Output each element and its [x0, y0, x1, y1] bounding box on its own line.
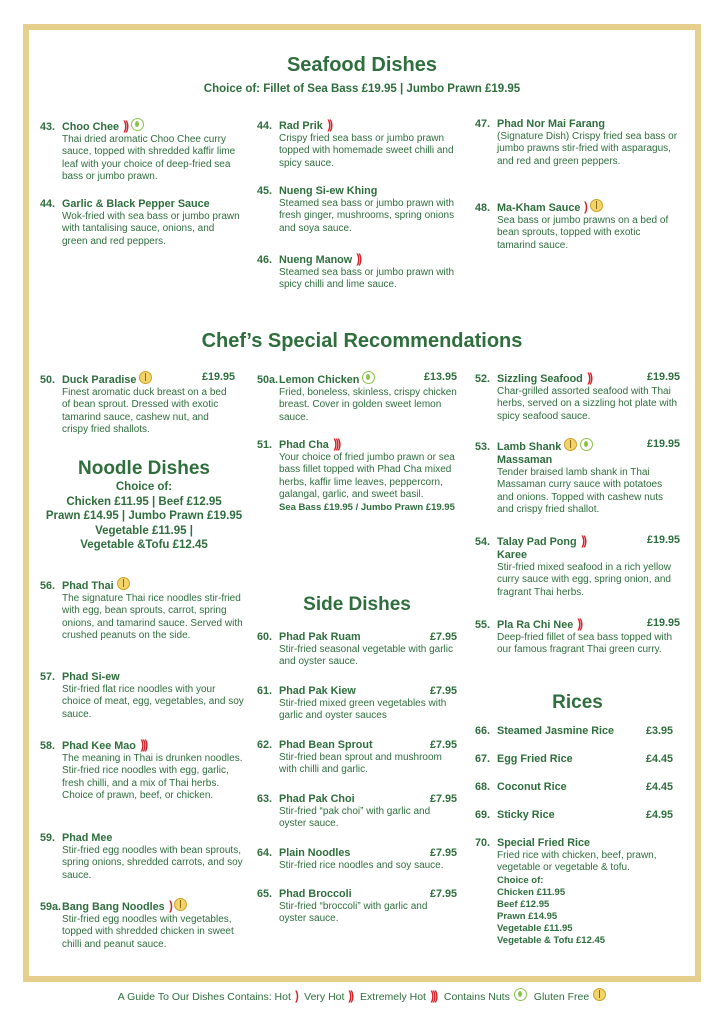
gluten-free-icon: [593, 988, 606, 1001]
choice-line: Beef £12.95: [497, 898, 550, 910]
item-name: Steamed Jasmine Rice: [497, 725, 615, 737]
menu-item: [257, 371, 457, 424]
item-description: Stir-fried “broccoli” with garlic and oyster sauce.: [279, 901, 428, 925]
dish-guide-legend: [0, 988, 724, 1003]
very-hot-icon: )): [577, 616, 582, 631]
hot-icon: ): [168, 898, 171, 913]
extremely-hot-icon: ))): [430, 988, 437, 1003]
item-number: 44.: [40, 198, 56, 210]
choice-line: Vegetable £11.95: [497, 922, 573, 934]
very-hot-icon: )): [580, 533, 585, 548]
choice-line: Chicken £11.95: [497, 886, 566, 898]
menu-item: [40, 198, 240, 248]
very-hot-icon: )): [356, 251, 361, 266]
item-number: 50.: [40, 374, 56, 386]
item-name: Rad Prik: [279, 120, 323, 132]
menu-item: [475, 534, 680, 599]
item-number: 54.: [475, 536, 491, 548]
menu-item: [40, 898, 245, 951]
choice-line: Vegetable £11.95 |: [95, 524, 193, 537]
item-price: £19.95: [201, 371, 235, 383]
item-description: Stir-fried egg noodles with bean sprouts, spring onions, shredded carrots, and soy sauce.: [62, 845, 243, 881]
item-name: Pla Ra Chi Nee: [497, 619, 574, 631]
item-name: Garlic & Black Pepper Sauce: [62, 198, 210, 210]
item-description: Stir-fried mixed seafood in a rich yellow curry sauce with egg, spring onion, and fragrant Thai herbs.: [497, 562, 671, 598]
item-description: Steamed sea bass or jumbo prawn with fresh ginger, mushrooms, spring onions and soya sauce.: [279, 198, 455, 234]
item-number: 67.: [475, 753, 491, 765]
gluten-free-icon: [174, 898, 187, 911]
item-price: £7.95: [429, 793, 457, 805]
item-description: Stir-fried seasonal vegetable with garlic and oyster sauce.: [279, 644, 453, 668]
menu-item: [475, 781, 673, 794]
item-name: Phad Broccoli: [279, 888, 352, 900]
item-number: 53.: [475, 441, 491, 453]
item-description: Crispy fried sea bass or jumbo prawn topped with homemade sweet chilli and spicy sauce.: [279, 133, 454, 169]
item-number: 70.: [475, 837, 491, 849]
choice-line: Prawn £14.95 | Jumbo Prawn £19.95: [45, 510, 243, 523]
item-description: Wok-fried with sea bass or jumbo prawn with tantalising sauce, onions, and green and red peppers.: [62, 211, 240, 247]
menu-item: [257, 252, 457, 292]
item-description: Stir-fried bean sprout and mushroom with chilli and garlic.: [279, 752, 442, 776]
item-name-continued: Massaman: [497, 454, 553, 466]
item-number: 50a.: [257, 374, 279, 386]
gluten-free-icon: [117, 577, 130, 590]
item-number: 62.: [257, 739, 273, 751]
item-description: Tender braised lamb shank in Thai Massaman curry sauce with potatoes and onions. Topped with cashew nuts and crispy fried shallot.: [497, 467, 664, 516]
item-price: £3.95: [645, 725, 673, 737]
menu-item: [475, 371, 680, 423]
item-description: Stir-fried mixed green vegetables with garlic and oyster sauces: [279, 698, 447, 722]
hot-icon: ): [295, 988, 298, 1003]
item-name: Phad Nor Mai Farang: [497, 118, 605, 130]
item-name: Phad Mee: [62, 832, 113, 844]
menu-item: [257, 739, 457, 777]
menu-item: [475, 725, 673, 738]
choice-line: Prawn £14.95: [497, 910, 558, 922]
menu-item: [257, 888, 457, 926]
item-name: Sticky Rice: [497, 809, 555, 821]
choice-line: Choice of:: [497, 874, 544, 886]
menu-item: [475, 199, 680, 252]
item-description: Steamed sea bass or jumbo prawn with spicy chilli and lime sauce.: [279, 267, 455, 291]
item-name: Phad Bean Sprout: [279, 739, 373, 751]
item-name: Ma-Kham Sauce: [497, 202, 581, 214]
item-description: (Signature Dish) Crispy fried sea bass or jumbo prawns stir-fried with asparagus, and red and green peppers.: [497, 131, 678, 167]
item-number: 51.: [257, 439, 273, 451]
item-description: The meaning in Thai is drunken noodles. Stir-fried rice noodles with egg, garlic, fresh chilli, and a mix of Thai herbs. Choice of prawn, beef, or chicken.: [62, 753, 243, 802]
item-price: £7.95: [429, 631, 457, 643]
menu-item: [257, 793, 457, 831]
item-name: Phad Cha: [279, 439, 329, 451]
menu-item: [257, 847, 457, 872]
item-price: £4.45: [645, 753, 673, 765]
item-number: 58.: [40, 740, 56, 752]
contains-nuts-icon: [514, 988, 527, 1001]
item-name: Bang Bang Noodles: [62, 901, 165, 913]
item-number: 57.: [40, 671, 56, 683]
item-number: 59a.: [40, 901, 62, 913]
legend-gluten-free-label: Gluten Free: [533, 991, 590, 1003]
choice-line: Choice of:: [115, 481, 173, 493]
item-price: £7.95: [429, 685, 457, 697]
menu-item: [475, 118, 680, 168]
item-price: £7.95: [429, 888, 457, 900]
item-number: 44.: [257, 120, 273, 132]
item-description: Finest aromatic duck breast on a bed of bean sprout. Dressed with exotic tamarind sauce, cashew nut, and crispy fried shallots.: [62, 387, 227, 436]
rices-title: Rices: [552, 692, 603, 713]
item-price: £19.95: [646, 438, 680, 450]
menu-item: [257, 631, 457, 669]
noodles-title: Noodle Dishes: [78, 458, 210, 479]
menu-item: [475, 837, 680, 947]
item-price: £13.95: [423, 371, 457, 383]
menu-item: [257, 685, 457, 723]
item-number: 43.: [40, 121, 56, 133]
item-number: 68.: [475, 781, 491, 793]
item-name: Lamb Shank: [497, 441, 562, 453]
very-hot-icon: )): [348, 988, 353, 1003]
item-price: £7.95: [429, 847, 457, 859]
item-price: £19.95: [646, 617, 680, 629]
item-description: The signature Thai rice noodles stir-fried with egg, bean sprouts, carrot, spring onions, and tamarind sauce. Served with crushed peanuts on the side.: [62, 593, 243, 642]
item-description: Stir-fried “pak choi” with garlic and oyster sauce.: [279, 806, 431, 830]
noodles-choice: [38, 480, 250, 553]
legend-hot-label: A Guide To Our Dishes Contains: Hot: [117, 991, 291, 1003]
item-price: £7.95: [429, 739, 457, 751]
item-number: 63.: [257, 793, 273, 805]
item-number: 60.: [257, 631, 273, 643]
item-name: Phad Pak Kiew: [279, 685, 356, 697]
item-name: Coconut Rice: [497, 781, 567, 793]
item-prices: Sea Bass £19.95 / Jumbo Prawn £19.95: [279, 501, 455, 513]
item-name-continued: Karee: [497, 549, 528, 561]
item-description: Fried, boneless, skinless, crispy chicken breast. Cover in golden sweet lemon sauce.: [279, 387, 457, 423]
chef-title: Chef’s Special Recommendations: [201, 330, 523, 352]
menu-item: [257, 185, 457, 235]
rice-choice: [475, 875, 680, 947]
item-description: Sea bass or jumbo prawns on a bed of bean sprouts, topped with exotic tamarind sauce.: [497, 215, 669, 251]
very-hot-icon: )): [587, 370, 592, 385]
menu-item: [475, 753, 673, 766]
item-description: Stir-fried rice noodles and soy sauce.: [279, 860, 444, 871]
gluten-free-icon: [564, 438, 577, 451]
item-number: 48.: [475, 202, 491, 214]
item-price: £19.95: [646, 371, 680, 383]
seafood-title: Seafood Dishes: [286, 54, 438, 76]
item-name: Nueng Manow: [279, 254, 353, 266]
item-name: Nueng Si-ew Khing: [279, 185, 378, 197]
item-price: £4.45: [645, 781, 673, 793]
item-number: 56.: [40, 580, 56, 592]
item-description: Your choice of fried jumbo prawn or sea bass fillet topped with Phad Cha mixed herbs, kaffir lime leaves, peppercorn, galangal, garlic, and sweet basil.: [279, 452, 455, 501]
menu-item: [257, 118, 457, 170]
item-number: 55.: [475, 619, 491, 631]
item-price: £19.95: [646, 534, 680, 546]
choice-line: Vegetable & Tofu £12.45: [497, 934, 606, 946]
legend-very-hot-label: Very Hot: [304, 991, 345, 1003]
menu-item: [40, 118, 240, 184]
item-name: Sizzling Seafood: [497, 373, 583, 385]
choice-line: Chicken £11.95 | Beef £12.95: [66, 495, 222, 508]
contains-nuts-icon: [580, 438, 593, 451]
item-name: Phad Pak Choi: [279, 793, 355, 805]
gluten-free-icon: [139, 371, 152, 384]
item-description: Deep-fried fillet of sea bass topped with our famous fragrant Thai green curry.: [497, 632, 673, 656]
item-number: 64.: [257, 847, 273, 859]
item-number: 46.: [257, 254, 273, 266]
extremely-hot-icon: ))): [140, 737, 147, 752]
item-description: Thai dried aromatic Choo Chee curry sauce, topped with shredded kaffir lime leaf with your choice of deep-fried sea bass or jumbo prawn.: [62, 134, 236, 183]
menu-item: [475, 809, 673, 822]
choice-line: Vegetable &Tofu £12.45: [80, 539, 208, 552]
gluten-free-icon: [590, 199, 603, 212]
legend-nuts-label: Contains Nuts: [443, 991, 510, 1003]
item-name: Phad Si-ew: [62, 671, 120, 683]
item-price: £4.95: [645, 809, 673, 821]
item-number: 59.: [40, 832, 56, 844]
sides-title: Side Dishes: [303, 594, 411, 615]
item-number: 45.: [257, 185, 273, 197]
legend-extremely-hot-label: Extremely Hot: [360, 991, 426, 1003]
item-number: 66.: [475, 725, 491, 737]
menu-item: [475, 617, 680, 657]
seafood-choice: Choice of: Fillet of Sea Bass £19.95 | Jumbo Prawn £19.95: [203, 83, 521, 95]
menu-item: [40, 671, 245, 721]
item-number: 47.: [475, 118, 491, 130]
very-hot-icon: )): [327, 117, 332, 132]
item-name: Phad Pak Ruam: [279, 631, 361, 643]
item-name: Plain Noodles: [279, 847, 351, 859]
item-description: Stir-fried egg noodles with vegetables, topped with shredded chicken in sweet chilli and peanut sauce.: [62, 914, 234, 950]
item-description: Fried rice with chicken, beef, prawn, vegetable or vegetable & tofu.: [497, 850, 657, 874]
menu-item: [40, 371, 235, 437]
hot-icon: ): [584, 199, 587, 214]
menu-item: [40, 832, 245, 882]
item-number: 69.: [475, 809, 491, 821]
menu-item: [257, 437, 457, 514]
item-name: Duck Paradise: [62, 374, 137, 386]
item-description: Char-grilled assorted seafood with Thai herbs, served on a sizzling hot plate with spicy seafood sauce.: [497, 386, 678, 422]
contains-nuts-icon: [131, 118, 144, 131]
item-name: Phad Thai: [62, 580, 114, 592]
extremely-hot-icon: ))): [333, 436, 340, 451]
item-number: 61.: [257, 685, 273, 697]
item-name: Phad Kee Mao: [62, 740, 136, 752]
item-name: Talay Pad Pong: [497, 536, 577, 548]
menu-item: [475, 438, 680, 517]
very-hot-icon: )): [123, 118, 128, 133]
item-number: 52.: [475, 373, 491, 385]
contains-nuts-icon: [362, 371, 375, 384]
item-name: Choo Chee: [62, 121, 119, 133]
item-name: Egg Fried Rice: [497, 753, 573, 765]
menu-item: [40, 577, 245, 643]
menu-item: [40, 738, 245, 803]
item-name: Lemon Chicken: [279, 374, 360, 386]
item-name: Special Fried Rice: [497, 837, 591, 849]
item-description: Stir-fried flat rice noodles with your choice of meat, egg, vegetables, and soy sauce.: [62, 684, 244, 720]
item-number: 65.: [257, 888, 273, 900]
